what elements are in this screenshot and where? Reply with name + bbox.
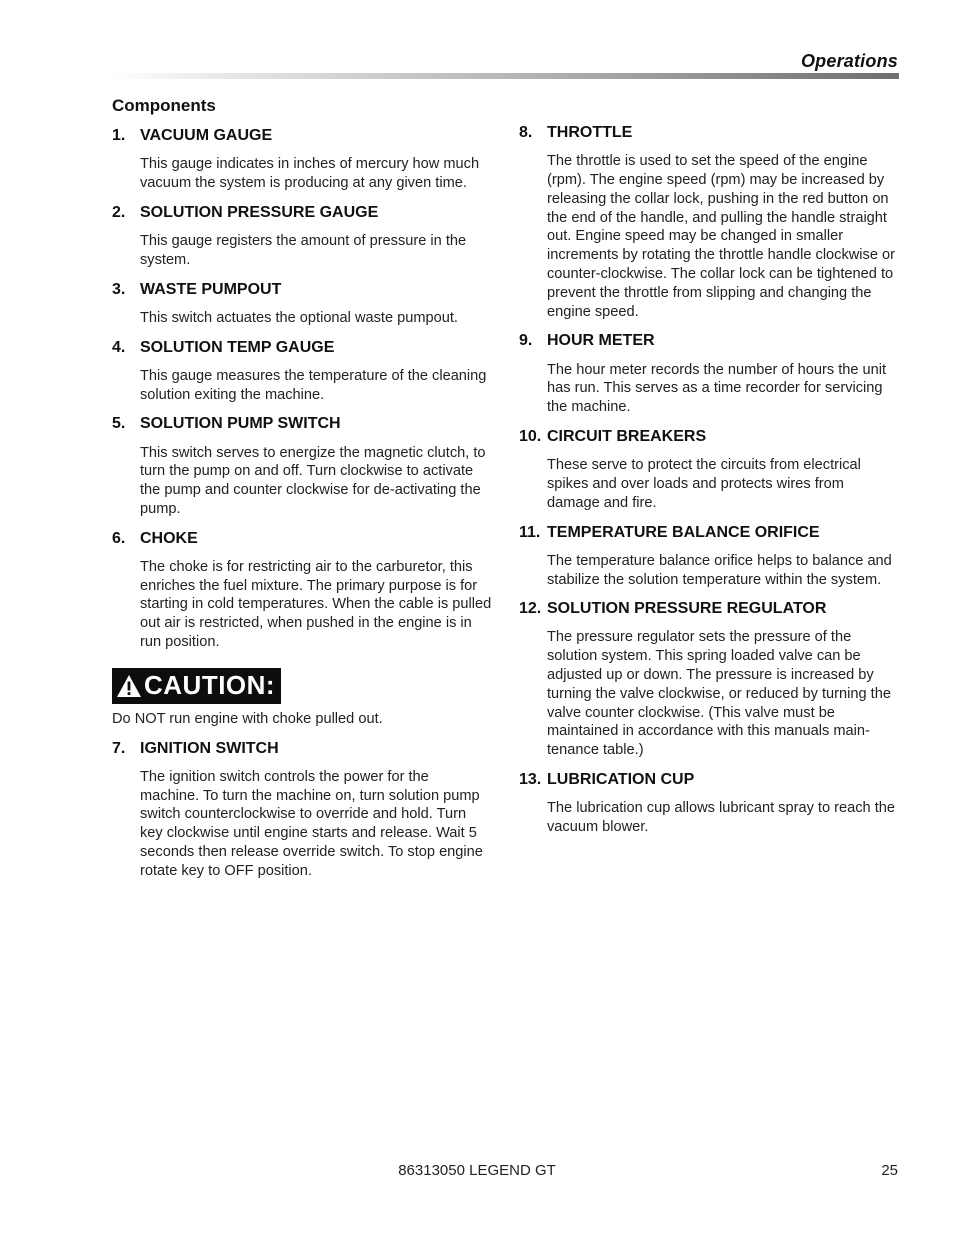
item-number: 13. (519, 771, 542, 789)
list-item (112, 414, 492, 518)
list-item (112, 126, 492, 193)
item-body: The throttle is used to set the speed of the engine (rpm). The engine speed (rpm) may be increased by releasing the collar lock, pushing in the red button on the end of the handle, and pulling the handle straight out. Engine speed may be changed in smaller increments by rotating the throttle handle clockwise or counter-clockwise. The collar lock can be tightened to prevent the throttle from slipping and changing the engine speed. (547, 153, 895, 320)
item-heading (519, 599, 899, 618)
item-heading (112, 414, 492, 433)
list-item (519, 770, 899, 837)
list-item (112, 203, 492, 270)
item-heading (519, 770, 899, 789)
list-item (519, 331, 899, 417)
item-heading (112, 203, 492, 222)
list-item (112, 739, 492, 881)
page-number: 25 (881, 1162, 898, 1179)
right-column (519, 123, 899, 847)
item-title: LUBRICATION CUP (547, 771, 695, 789)
item-number: 10. (519, 427, 542, 445)
item-title: SOLUTION PRESSURE REGULATOR (547, 600, 827, 618)
item-number: 12. (519, 600, 542, 618)
item-number: 7. (112, 739, 126, 757)
caution-label: CAUTION: (144, 670, 276, 701)
item-body: This switch actuates the optional waste pumpout. (140, 309, 458, 326)
item-heading (519, 123, 899, 142)
list-item (519, 427, 899, 513)
item-heading (112, 739, 492, 758)
item-body: The choke is for restricting air to the carburetor, this enriches the fuel mixture. The primary purpose is for starting in cold temperatures. When the cable is pulled out air is restricted, when pushed in the engine is in run position. (140, 558, 492, 651)
item-body: The ignition switch controls the power for the machine. To turn the machine on, turn solution pump switch counterclockwise to override and hold. Turn key clockwise until engine starts and release. Wait 5 seconds then release override switch. To stop engine rotate key to OFF position. (140, 768, 483, 879)
item-heading (519, 523, 899, 542)
list-item (519, 523, 899, 590)
caution-box (112, 668, 281, 704)
item-body: The lubrication cup allows lubricant spray to reach the vacuum blower. (547, 800, 895, 836)
list-item (112, 280, 492, 328)
item-title: SOLUTION PUMP SWITCH (140, 415, 341, 433)
item-title: SOLUTION TEMP GAUGE (140, 338, 335, 356)
item-title: THROTTLE (547, 124, 633, 141)
item-body: The hour meter records the number of hours the unit has run. This serves as a time recorder for servicing the machine. (547, 361, 887, 416)
item-title: WASTE PUMPOUT (140, 280, 282, 298)
item-title: VACUUM GAUGE (140, 127, 273, 144)
item-number: 1. (112, 127, 126, 144)
item-body: This gauge indicates in inches of mercury how much vacuum the system is producing at any given time. (140, 156, 480, 191)
caution-banner (112, 668, 492, 704)
list-item (112, 338, 492, 405)
item-title: CHOKE (140, 529, 198, 547)
list-item (112, 529, 492, 652)
item-body: The temperature balance orifice helps to balance and stabilize the solution temperature within the system. (547, 552, 892, 588)
item-number: 9. (519, 332, 533, 350)
item-title: IGNITION SWITCH (140, 739, 279, 757)
item-title: TEMPERATURE BALANCE ORIFICE (547, 523, 820, 541)
item-number: 2. (112, 203, 126, 221)
warning-triangle-icon (116, 674, 142, 698)
footer-doc-code: 86313050 LEGEND GT (398, 1162, 556, 1179)
item-body: This gauge registers the amount of pressure in the system. (140, 232, 467, 268)
list-item (519, 123, 899, 321)
item-number: 3. (112, 280, 126, 298)
caution-text: Do NOT run engine with choke pulled out. (112, 710, 383, 727)
item-title: CIRCUIT BREAKERS (547, 427, 707, 445)
item-title: HOUR METER (547, 332, 655, 350)
item-body: The pressure regulator sets the pressure of the solution system. This spring loaded valve can be adjusted up or down. The pressure is increased by turning the valve clockwise, or reduced by turning the valve counter clockwise. (This valve must be maintained in accordance with this manuals main-tenance table.) (547, 629, 891, 759)
item-number: 8. (519, 124, 533, 141)
section-title: Components (112, 96, 216, 115)
item-heading (112, 338, 492, 357)
item-heading (519, 331, 899, 350)
item-title: SOLUTION PRESSURE GAUGE (140, 203, 379, 221)
header-title: Operations (800, 51, 898, 71)
item-number: 5. (112, 415, 126, 433)
item-body: This switch serves to energize the magnetic clutch, to turn the pump on and off. Turn clockwise to activate the pump and counter clockwise for de-activating the pump. (140, 444, 486, 517)
list-item (519, 599, 899, 760)
item-body: This gauge measures the temperature of the cleaning solution exiting the machine. (140, 367, 487, 403)
item-number: 6. (112, 529, 126, 547)
item-number: 4. (112, 338, 126, 356)
left-column (112, 96, 492, 891)
item-heading (112, 126, 492, 145)
item-heading (519, 427, 899, 446)
header-rule (112, 73, 899, 79)
item-heading (112, 529, 492, 548)
item-body: These serve to protect the circuits from electrical spikes and over loads and protects wires from damage and fire. (547, 457, 861, 511)
item-heading (112, 280, 492, 299)
item-number: 11. (519, 523, 541, 541)
